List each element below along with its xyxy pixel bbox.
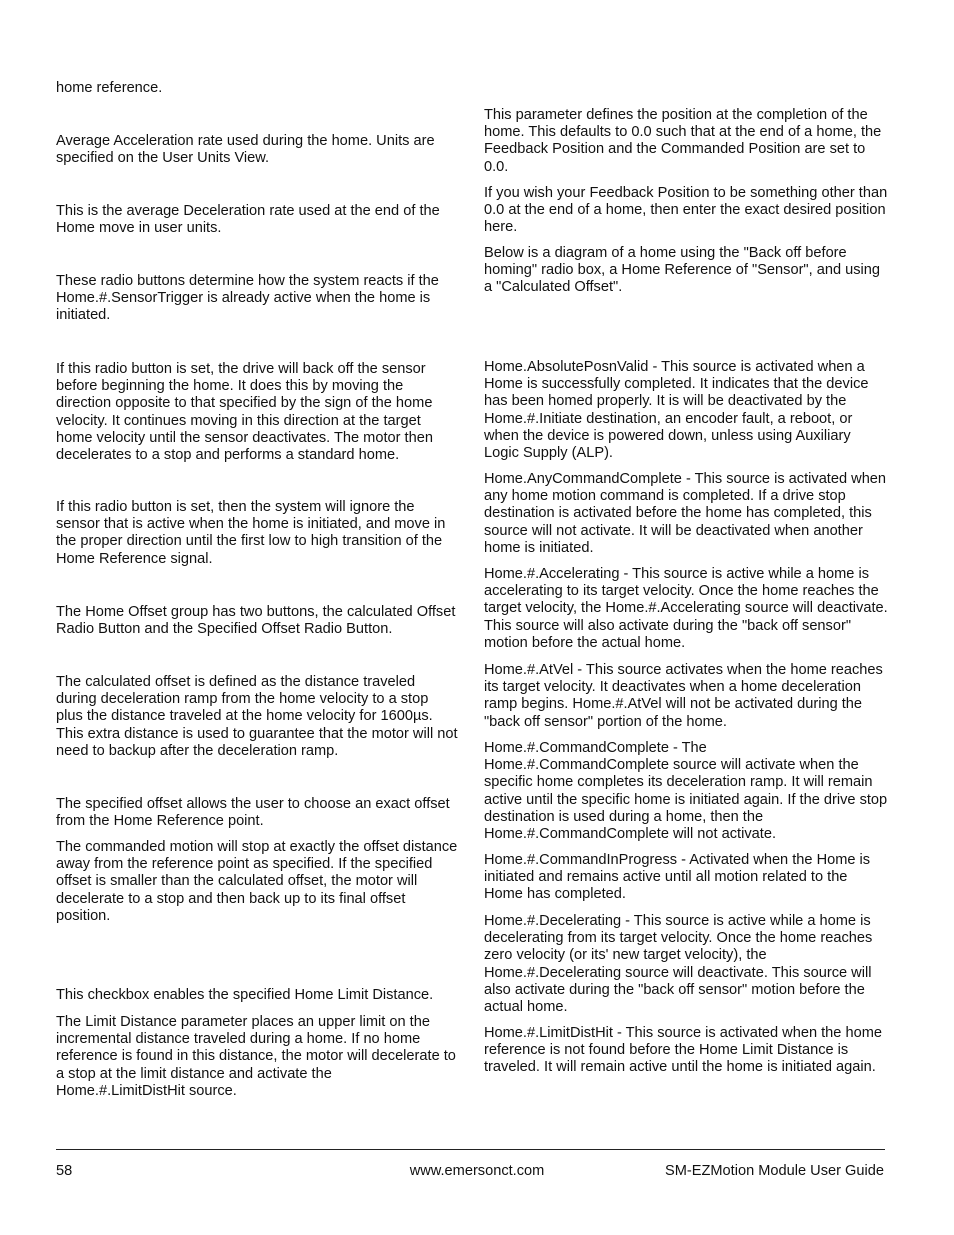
left-paragraph-2: Average Acceleration rate used during the home. Units are specified on the User Units View. xyxy=(56,133,435,167)
right-paragraph-2: If you wish your Feedback Position to be something other than 0.0 at the end of a home, then enter the exact desired position here. xyxy=(484,185,888,236)
page-number: 58 xyxy=(56,1163,73,1179)
left-paragraph-11: This checkbox enables the specified Home Limit Distance. xyxy=(56,987,434,1003)
right-paragraph-6: Home.#.Accelerating - This source is active while a home is accelerating to its target velocity. Once the home reaches the target velocity, the Home.#.Accelerating source will deactivate. This source will also activate during the "back off sensor" motion before the actual home. xyxy=(484,566,888,651)
left-paragraph-6: If this radio button is set, then the system will ignore the sensor that is active when the home is initiated, and move in the proper direction until the first low to high transition of the Home Reference signal. xyxy=(56,499,446,567)
right-paragraph-5: Home.AnyCommandComplete - This source is activated when any home motion command is completed. If a drive stop destination is activated before the home has completed, this source will not activate. It will be deactivated when another home is initiated. xyxy=(484,471,887,556)
right-paragraph-3: Below is a diagram of a home using the "Back off before homing" radio box, a Home Reference of "Sensor", and using a "Calculated Offset". xyxy=(484,245,881,296)
right-paragraph-7: Home.#.AtVel - This source activates when the home reaches its target velocity. It deactivates when a home deceleration ramp begins. Home.#.AtVel will not be activated during the "back off sensor" portion of the home. xyxy=(484,662,883,730)
footer-website: www.emersonct.com xyxy=(409,1163,545,1179)
right-paragraph-10: Home.#.Decelerating - This source is active while a home is decelerating from its target velocity. Once the home reaches zero velocity (or its' new target velocity), the Home.#.Decelerating source will deactivate. This source will also activate during the "back off sensor" motion before the actual home. xyxy=(484,913,873,1016)
guide-title: SM-EZMotion Module User Guide xyxy=(665,1163,884,1179)
right-paragraph-9: Home.#.CommandInProgress - Activated when the Home is initiated and remains active until all motion related to the Home has completed. xyxy=(484,852,871,903)
left-paragraph-12: The Limit Distance parameter places an upper limit on the incremental distance traveled during a home. If no home reference is found in this distance, the motor will decelerate to a stop at the limit distance and activate the Home.#.LimitDistHit source. xyxy=(56,1014,456,1099)
right-paragraph-4: Home.AbsolutePosnValid - This source is activated when a Home is successfully completed. It indicates that the device has been homed properly. It is will be deactivated by the Home.#.Initiate destination, an encoder fault, a reboot, or when the device is powered down, unless using Auxiliary Logic Supply (ALP). xyxy=(484,359,869,462)
left-paragraph-1: home reference. xyxy=(56,80,163,96)
right-paragraph-11: Home.#.LimitDistHit - This source is activated when the home reference is not found before the Home Limit Distance is traveled. It will remain active until the home is initiated again. xyxy=(484,1025,882,1076)
left-paragraph-5: If this radio button is set, the drive will back off the sensor before beginning the home. It does this by moving the direction opposite to that specified by the sign of the home velocity. It continues moving in this direction at the target home velocity until the sensor deactivates. The motor then decelerates to a stop and performs a standard home. xyxy=(56,361,433,464)
left-paragraph-10: The commanded motion will stop at exactly the offset distance away from the reference point as specified. If the specified offset is smaller than the calculated offset, the motor will decelerate to a stop and then back up to its final offset position. xyxy=(56,839,458,924)
left-paragraph-3: This is the average Deceleration rate used at the end of the Home move in user units. xyxy=(56,203,440,237)
right-paragraph-8: Home.#.CommandComplete - The Home.#.CommandComplete source will activate when the specific home completes its deceleration ramp. It will remain active until the specific home is initiated again. If the drive stop destination is used during a home, then the Home.#.CommandComplete will not activate. xyxy=(484,740,888,843)
right-paragraph-1: This parameter defines the position at the completion of the home. This defaults to 0.0 such that at the end of a home, the Feedback Position and the Commanded Position are set to 0.0. xyxy=(484,107,882,175)
left-paragraph-8: The calculated offset is defined as the distance traveled during deceleration ramp from the home velocity to a stop plus the distance traveled at the home velocity for 1600µs. This extra distance is used to guarantee that the motor will not need to backup after the deceleration ramp. xyxy=(56,674,458,759)
left-paragraph-9: The specified offset allows the user to choose an exact offset from the Home Reference point. xyxy=(56,796,450,830)
left-paragraph-4: These radio buttons determine how the system reacts if the Home.#.SensorTrigger is already active when the home is initiated. xyxy=(56,273,439,324)
footer-rule xyxy=(56,1149,885,1150)
left-paragraph-7: The Home Offset group has two buttons, the calculated Offset Radio Button and the Specified Offset Radio Button. xyxy=(56,604,456,638)
